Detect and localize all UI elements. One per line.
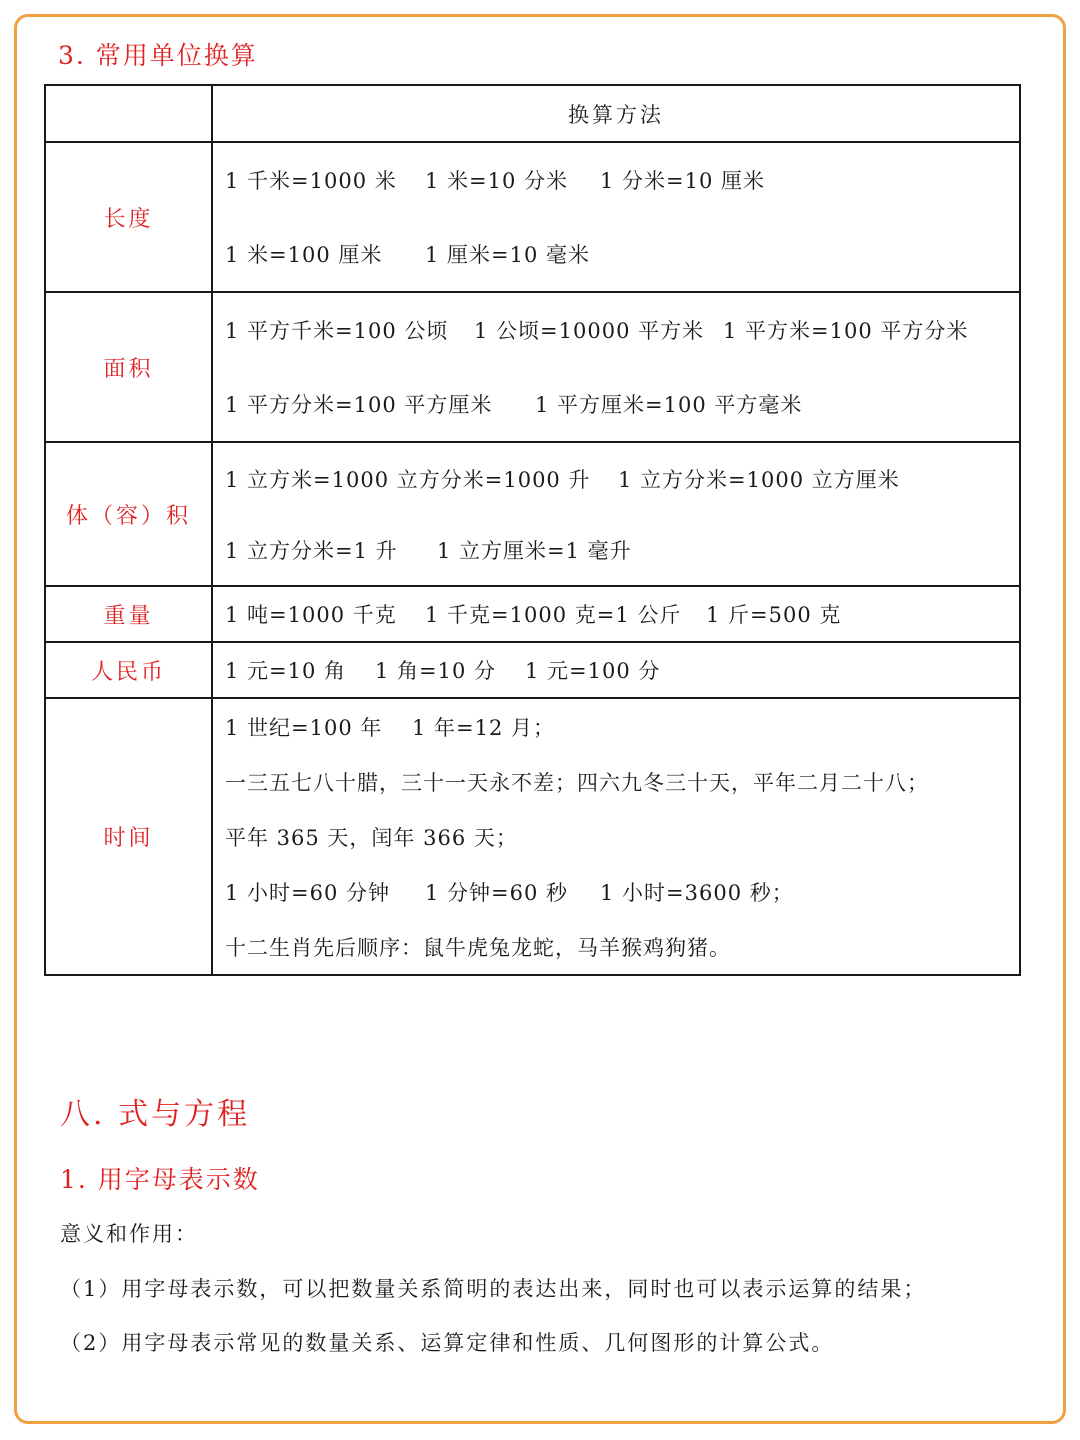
conversion-item: 1 元=100 分 bbox=[525, 659, 661, 683]
chapter-title: 八. 式与方程 bbox=[60, 1097, 251, 1132]
header-method-cell: 换算方法 bbox=[212, 85, 1020, 142]
conversion-item: 1 元=10 角 bbox=[225, 659, 347, 683]
volume-line-1 bbox=[225, 443, 1019, 514]
length-line-1 bbox=[225, 143, 1019, 217]
conversion-item: 1 分钟=60 秒 bbox=[425, 880, 569, 905]
conversion-item: 1 小时=3600 秒； bbox=[600, 880, 794, 905]
time-line-4 bbox=[225, 864, 1019, 919]
table-row-money bbox=[45, 642, 1020, 698]
unit-conversion-table bbox=[44, 84, 1021, 976]
volume-conversions bbox=[212, 442, 1020, 586]
area-line-1 bbox=[225, 293, 1019, 367]
table-row-length bbox=[45, 142, 1020, 292]
conversion-item: 1 米=10 分米 bbox=[425, 169, 569, 193]
volume-line-2 bbox=[225, 514, 1019, 585]
area-line-2 bbox=[225, 367, 1019, 441]
conversion-item: 1 平方分米=100 平方厘米 bbox=[225, 393, 493, 417]
conversion-item: 1 立方分米=1 升 bbox=[225, 538, 398, 563]
category-weight: 重量 bbox=[45, 586, 212, 642]
conversion-item: 1 角=10 分 bbox=[375, 659, 497, 683]
table-row-volume bbox=[45, 442, 1020, 586]
intro-text: 意义和作用： bbox=[60, 1222, 198, 1246]
table-row-weight bbox=[45, 586, 1020, 642]
conversion-item: 1 年=12 月； bbox=[412, 715, 556, 740]
weight-conversions bbox=[212, 586, 1020, 642]
conversion-item: 1 米=100 厘米 bbox=[225, 243, 383, 267]
conversion-item: 1 小时=60 分钟 bbox=[225, 880, 391, 905]
list-item-1: （1）用字母表示数，可以把数量关系简明的表达出来，同时也可以表示运算的结果； bbox=[60, 1277, 927, 1301]
conversion-item: 1 千米=1000 米 bbox=[225, 169, 397, 193]
time-line-3: 平年 365 天，闰年 366 天； bbox=[225, 825, 518, 850]
conversion-item: 1 立方米=1000 立方分米=1000 升 bbox=[225, 467, 591, 492]
length-line-2 bbox=[225, 217, 1019, 291]
conversion-item: 1 分米=10 厘米 bbox=[600, 169, 766, 193]
table-header-row bbox=[45, 85, 1020, 142]
subsection-title: 1. 用字母表示数 bbox=[60, 1165, 260, 1194]
money-line-1 bbox=[225, 655, 1019, 685]
time-line-2: 一三五七八十腊，三十一天永不差；四六九冬三十天，平年二月二十八； bbox=[225, 770, 929, 795]
time-line-1 bbox=[225, 699, 1019, 754]
table-row-area bbox=[45, 292, 1020, 442]
weight-line-1 bbox=[225, 599, 1019, 629]
time-line-5: 十二生肖先后顺序：鼠牛虎兔龙蛇，马羊猴鸡狗猪。 bbox=[225, 935, 731, 960]
conversion-item: 1 世纪=100 年 bbox=[225, 715, 383, 740]
conversion-item: 1 平方米=100 平方分米 bbox=[723, 319, 969, 343]
category-time: 时间 bbox=[45, 698, 212, 975]
list-item-2: （2）用字母表示常见的数量关系、运算定律和性质、几何图形的计算公式。 bbox=[60, 1331, 835, 1355]
conversion-item: 1 千克=1000 克=1 公斤 bbox=[425, 603, 682, 627]
conversion-item: 1 立方厘米=1 毫升 bbox=[437, 538, 632, 563]
conversion-item: 1 厘米=10 毫米 bbox=[425, 243, 591, 267]
category-length: 长度 bbox=[45, 142, 212, 292]
time-conversions bbox=[212, 698, 1020, 975]
conversion-item: 1 斤=500 克 bbox=[706, 603, 842, 627]
category-volume: 体（容）积 bbox=[45, 442, 212, 586]
conversion-item: 1 公顷=10000 平方米 bbox=[474, 319, 705, 343]
table-row-time bbox=[45, 698, 1020, 975]
category-area: 面积 bbox=[45, 292, 212, 442]
header-empty-cell bbox=[45, 85, 212, 142]
category-money: 人民币 bbox=[45, 642, 212, 698]
conversion-item: 1 平方千米=100 公顷 bbox=[225, 319, 449, 343]
money-conversions bbox=[212, 642, 1020, 698]
length-conversions bbox=[212, 142, 1020, 292]
section-title: 3. 常用单位换算 bbox=[58, 41, 258, 70]
conversion-item: 1 吨=1000 千克 bbox=[225, 603, 397, 627]
area-conversions bbox=[212, 292, 1020, 442]
conversion-item: 1 立方分米=1000 立方厘米 bbox=[618, 467, 900, 492]
conversion-item: 1 平方厘米=100 平方毫米 bbox=[535, 393, 803, 417]
